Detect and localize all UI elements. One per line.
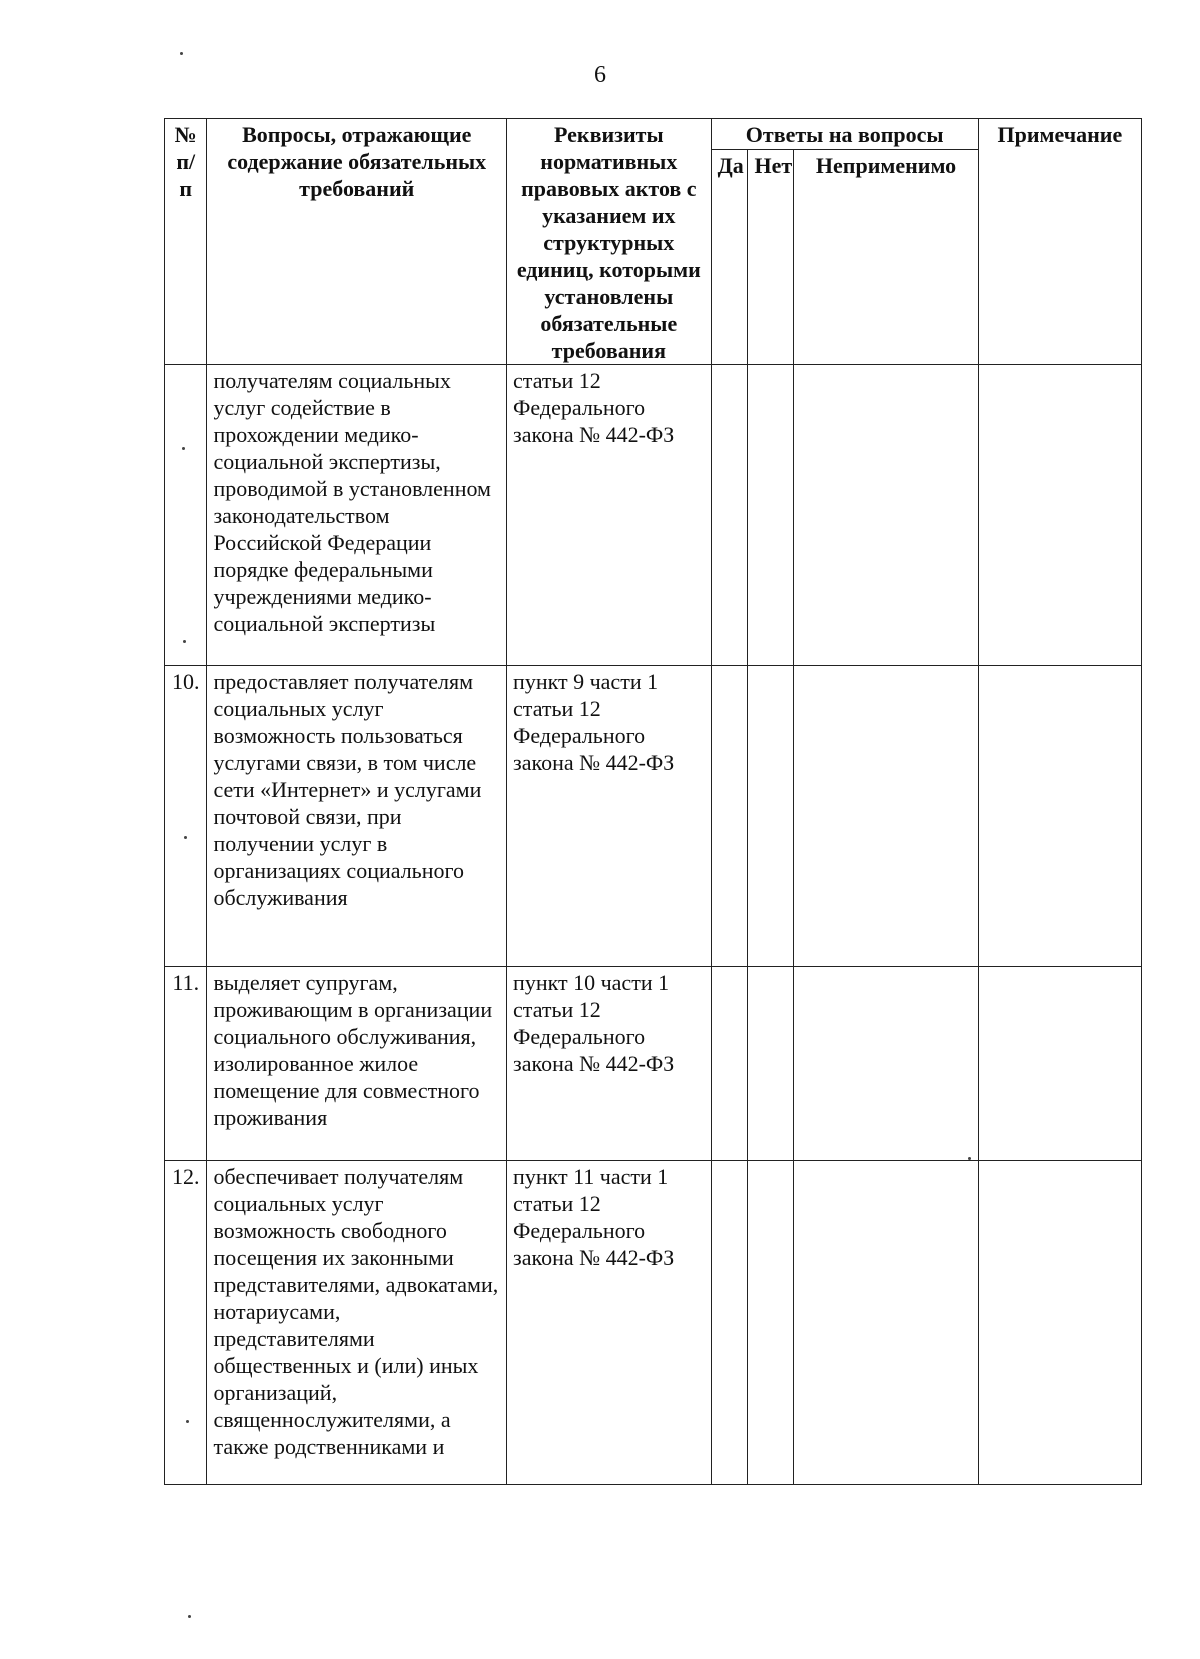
scan-speck <box>188 1615 191 1618</box>
answer-yes-cell[interactable] <box>711 967 748 1161</box>
row-reference: пункт 10 части 1 статьи 12 Федерального закона № 442-ФЗ <box>507 967 712 1161</box>
answer-no-cell[interactable] <box>748 967 794 1161</box>
answer-na-cell[interactable] <box>794 365 978 666</box>
table-row <box>165 1161 1142 1485</box>
page-number: 6 <box>594 62 606 88</box>
row-question: обеспечивает получателям социальных услуг возможность свободного посещения их законными представителями, адвокатами, нотариусами, представителями общественных и (или) иных организаций, священнослужителями, а также родственниками и <box>207 1161 507 1485</box>
note-cell[interactable] <box>978 365 1141 666</box>
scan-speck <box>182 447 185 450</box>
answer-na-cell[interactable] <box>794 967 978 1161</box>
row-question: предоставляет получателям социальных услуг возможность пользоваться услугами связи, в том числе сети «Интернет» и услугами почтовой связи, при получении услуг в организациях социального обслуживания <box>207 666 507 967</box>
header-answers: Ответы на вопросы <box>711 119 978 150</box>
row-num: 12. <box>165 1161 207 1485</box>
note-cell[interactable] <box>978 1161 1141 1485</box>
header-note: Примечание <box>978 119 1141 365</box>
scan-speck <box>184 836 187 839</box>
answer-yes-cell[interactable] <box>711 365 748 666</box>
row-num <box>165 365 207 666</box>
answer-yes-cell[interactable] <box>711 1161 748 1485</box>
table-row <box>165 666 1142 967</box>
header-question: Вопросы, отражающие содержание обязательных требований <box>207 119 507 365</box>
row-reference: пункт 11 части 1 статьи 12 Федерального закона № 442-ФЗ <box>507 1161 712 1485</box>
answer-no-cell[interactable] <box>748 666 794 967</box>
row-reference: статьи 12 Федерального закона № 442-ФЗ <box>507 365 712 666</box>
header-num: № п/п <box>165 119 207 365</box>
scan-speck <box>186 1420 189 1423</box>
answer-yes-cell[interactable] <box>711 666 748 967</box>
table-row <box>165 967 1142 1161</box>
scan-speck <box>183 640 186 643</box>
note-cell[interactable] <box>978 967 1141 1161</box>
row-reference: пункт 9 части 1 статьи 12 Федерального закона № 442-ФЗ <box>507 666 712 967</box>
header-reference: Реквизиты нормативных правовых актов с указанием их структурных единиц, которыми установлены обязательные требования <box>507 119 712 365</box>
answer-no-cell[interactable] <box>748 1161 794 1485</box>
row-question: получателям социальных услуг содействие в прохождении медико-социальной экспертизы, проводимой в установленном законодательством Российской Федерации порядке федеральными учреждениями медико-социальной экспертизы <box>207 365 507 666</box>
answer-na-cell[interactable] <box>794 666 978 967</box>
answer-na-cell[interactable] <box>794 1161 978 1485</box>
header-no: Нет <box>748 150 794 365</box>
note-cell[interactable] <box>978 666 1141 967</box>
row-num: 10. <box>165 666 207 967</box>
row-num: 11. <box>165 967 207 1161</box>
row-question: выделяет супругам, проживающим в организации социального обслуживания, изолированное жилое помещение для совместного проживания <box>207 967 507 1161</box>
scan-speck <box>968 1157 971 1160</box>
table-row <box>165 365 1142 666</box>
header-yes: Да <box>711 150 748 365</box>
table-header-row <box>165 119 1142 150</box>
header-na: Неприменимо <box>794 150 978 365</box>
scan-speck <box>180 52 183 55</box>
answer-no-cell[interactable] <box>748 365 794 666</box>
requirements-table <box>164 118 1142 1485</box>
